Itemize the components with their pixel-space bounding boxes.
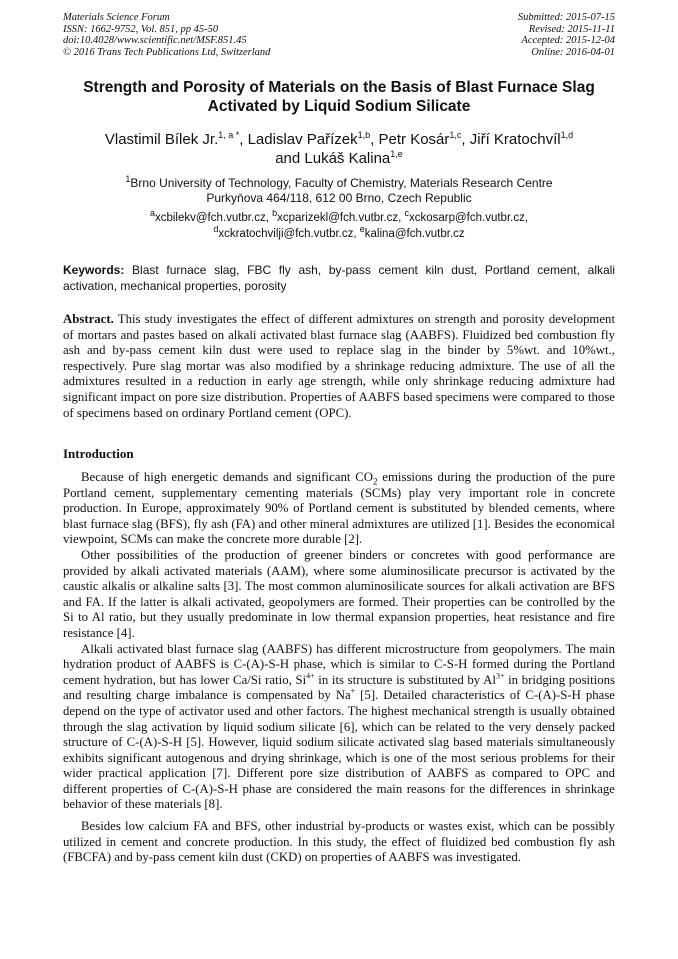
author-name: Petr Kosár bbox=[378, 131, 450, 148]
email-link[interactable]: xckratochvilji@fch.vutbr.cz, bbox=[218, 227, 357, 240]
email-mark: a bbox=[149, 208, 155, 219]
email-mark: e bbox=[359, 223, 365, 234]
keywords-text: Blast furnace slag, FBC fly ash, by-pass cement kiln dust, Portland cement, alkali activation, mechanical properties, porosity bbox=[63, 263, 616, 293]
title-line-1: Strength and Porosity of Materials on the Basis of Blast Furnace Slag bbox=[83, 79, 595, 96]
paragraph-text: Because of high energetic demands and significant CO bbox=[81, 470, 373, 484]
paragraph bbox=[63, 470, 615, 548]
author-name: and Lukáš Kalina bbox=[275, 150, 391, 167]
email-link[interactable]: kalina@fch.vutbr.cz bbox=[364, 227, 465, 240]
author-list bbox=[63, 130, 615, 168]
keywords-label: Keywords: bbox=[63, 263, 125, 277]
paragraph-text: [5]. Detailed characteristics of C-(A)-S-H phase depend on the type of activator used and other factors. The highest mechanical strength is usually obtained through the slag activation by liquid sodium silicate [6], which can be related to the very densely packed structure of C-(A)-S-H [5]. However, liquid sodium silicate activated slag based materials simultaneously exhibits significant autogenous and drying shrinkage, which is one of the most serious problems for their wider practical application [7]. Different pore size distribution of AABFS as compared to OPC and different properties of C-(A)-S-H phase are considered the main reasons for the differences in shrinkage behavior of these materials [8]. bbox=[63, 688, 615, 812]
author-emails bbox=[63, 208, 615, 242]
journal-info bbox=[63, 12, 270, 58]
affiliation-line-1 bbox=[63, 176, 615, 191]
paragraph-text: emissions during the production of the pure Portland cement, supplementary cementing materials (SCMs) play very important role in concrete production. In Europe, approximately 90% of Portland cement is substituted by blended cements, where blast furnace slag (BFS), fly ash (FA) and other mineral admixtures are utilized [1]. Besides the economical viewpoint, SCMs can make the concrete more durable [2]. bbox=[63, 470, 615, 547]
email-link[interactable]: xckosarp@fch.vutbr.cz, bbox=[408, 212, 529, 224]
dates-info bbox=[518, 12, 615, 58]
author-affil-mark: 1, a * bbox=[218, 130, 240, 140]
paragraph: Other possibilities of the production of greener binders or concretes with good performance are provided by alkali activated materials (AAM), where some aluminosilicate precursor is activated by the caustic alkalis or alkaline salts [3]. The most common aluminosilicate sources for alkali activation are BFS and FA. If the latter is alkali activated, geopolymers are formed. Their properties can be controlled by the Si to Al ratio, but they usually predominate in low thermal expansion properties, heat resistance and fire resistance [4]. bbox=[63, 547, 615, 640]
paragraph-text: in bridging positions and resulting charge imbalance is compensated by Na bbox=[63, 672, 615, 703]
journal-name: Materials Science Forum bbox=[63, 12, 170, 23]
email-mark: d bbox=[213, 223, 219, 234]
affiliation bbox=[63, 176, 615, 206]
date-submitted: Submitted: 2015-07-15 bbox=[517, 12, 615, 23]
journal-issn: ISSN: 1662-9752, Vol. 851, pp 45-50 bbox=[63, 23, 219, 35]
journal-copyright: © 2016 Trans Tech Publications Ltd, Switzerland bbox=[63, 46, 271, 58]
paragraph bbox=[63, 642, 615, 814]
author-affil-mark: 1,c bbox=[449, 130, 462, 140]
superscript: + bbox=[350, 687, 356, 697]
superscript: 3+ bbox=[495, 671, 505, 681]
introduction-body bbox=[63, 470, 615, 866]
keywords-section bbox=[63, 262, 615, 294]
authors-line-2 bbox=[63, 149, 615, 168]
abstract-section bbox=[63, 312, 615, 421]
abstract-label: Abstract. bbox=[63, 312, 114, 326]
author-name: Ladislav Pařízek bbox=[247, 131, 358, 148]
affiliation-institution: Brno University of Technology, Faculty of Chemistry, Materials Research Centre bbox=[130, 176, 553, 190]
date-revised: Revised: 2015-11-11 bbox=[528, 23, 615, 35]
superscript: 4+ bbox=[306, 671, 315, 681]
journal-doi: doi:10.4028/www.scientific.net/MSF.851.45 bbox=[63, 35, 247, 46]
section-heading: Introduction bbox=[63, 446, 134, 461]
author-name: Jiří Kratochvíl bbox=[469, 131, 561, 148]
author-name: Vlastimil Bílek Jr. bbox=[104, 131, 219, 148]
author-affil-mark: 1,b bbox=[357, 130, 371, 140]
authors-line-1: Vlastimil Bílek Jr.$^{1, a *}$, Ladislav Pařízek$^{1,b}$, Petr Kosár$^{1,c}$, Jiří Kratochvíl$^{1,d}$ bbox=[104, 130, 574, 148]
affiliation-mark: 1 bbox=[125, 174, 131, 184]
paragraph-text: in its structure is substituted by Al bbox=[314, 672, 496, 687]
paragraph-text: Alkali activated blast furnace slag (AABFS) has different microstructure from geopolymers. The main hydration product of AABFS is C-(A)-S-H phase, which is similar to C-S-H formed during the Portland cement hydration, but has lower Ca/Si ratio, Si bbox=[63, 641, 615, 687]
subscript: 2 bbox=[372, 476, 378, 487]
paper-title bbox=[63, 78, 615, 116]
abstract-text: This study investigates the effect of different admixtures on strength and porosity development of mortars and pastes based on alkali activated blast furnace slag (AABFS). Fluidized bed combustion fly ash and by-pass cement kiln dust were used to replace slag in the binder by 5%wt. and 10%wt., respectively. Pure slag mortar was also modified by a shrinkage reducing admixture. The use of all the admixtures resulted in a reduction in early age strength, while only shrinkage reducing admixture had significant impact on pore size distribution. Properties of AABFS based specimens were compared to those of specimens based on ordinary Portland cement (OPC). bbox=[63, 312, 615, 420]
date-online: Online: 2016-04-01 bbox=[531, 46, 615, 58]
email-link[interactable]: xcparizekl@fch.vutbr.cz, bbox=[277, 212, 402, 224]
email-link[interactable]: xcbilekv@fch.vutbr.cz, bbox=[154, 212, 269, 224]
paragraph: Besides low calcium FA and BFS, other industrial by-products or wastes exist, which can be possibly utilized in cement and concrete production. In this study, the effect of fluidized bed combustion fly ash (FBCFA) and by-pass cement kiln dust (CKD) on properties of AABFS was investigated. bbox=[63, 819, 615, 865]
affiliation-address: Purkyňova 464/118, 612 00 Brno, Czech Republic bbox=[206, 191, 472, 205]
author-affil-mark: 1,d bbox=[560, 130, 574, 140]
date-accepted: Accepted: 2015-12-04 bbox=[521, 35, 615, 46]
email-mark: b bbox=[272, 208, 278, 219]
emails-line-2 bbox=[63, 223, 615, 243]
author-affil-mark: 1,e bbox=[390, 149, 403, 159]
email-mark: c bbox=[404, 208, 409, 219]
emails-line-1 bbox=[63, 208, 615, 227]
title-line-2: Activated by Liquid Sodium Silicate bbox=[207, 98, 471, 115]
